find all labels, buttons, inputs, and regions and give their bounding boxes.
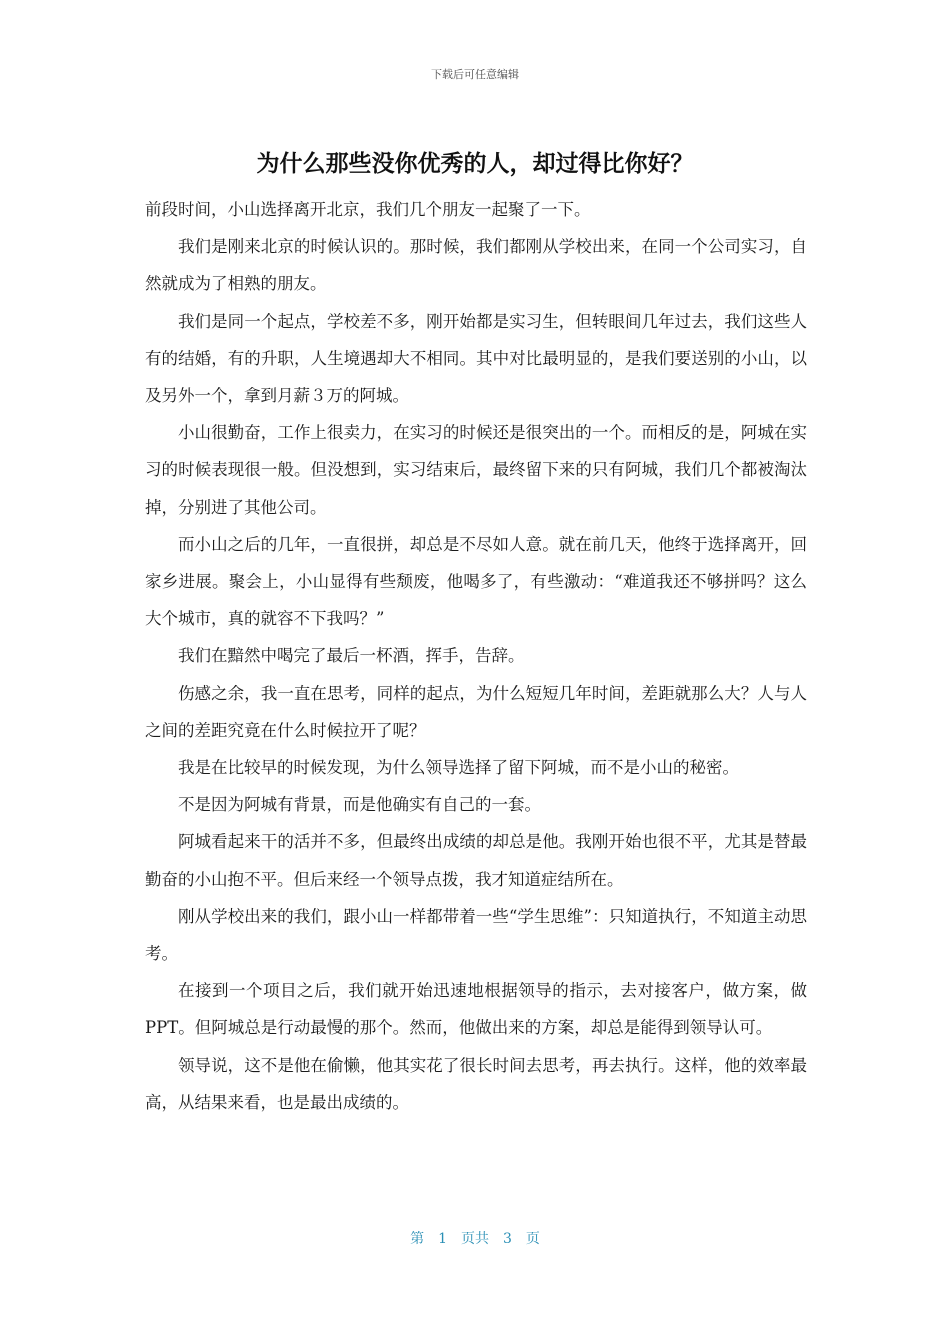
paragraph: 阿城看起来干的活并不多，但最终出成绩的却总是他。我刚开始也很不平，尤其是替最勤奋的小山抱不平。但后来经一个领导点拨，我才知道症结所在。: [145, 832, 807, 889]
page-label-suffix: 页: [525, 1231, 540, 1247]
paragraph: 我们在黯然中喝完了最后一杯酒，挥手，告辞。: [178, 646, 525, 666]
paragraph: 不是因为阿城有背景，而是他确实有自己的一套。: [178, 795, 541, 815]
document-title: 为什么那些没你优秀的人，却过得比你好？: [256, 151, 694, 177]
paragraph: 前段时间，小山选择离开北京，我们几个朋友一起聚了一下。: [145, 200, 591, 219]
page-header-note: 下载后可任意编辑: [431, 68, 519, 81]
paragraph: 伤感之余，我一直在思考，同样的起点，为什么短短几年时间，差距就那么大？人与人之间的差距究竟在什么时候拉开了呢？: [145, 683, 807, 740]
paragraph: 我们是刚来北京的时候认识的。那时候，我们都刚从学校出来，在同一个公司实习，自然就成为了相熟的朋友。: [145, 237, 807, 294]
paragraph: 领导说，这不是他在偷懒，他其实花了很长时间去思考，再去执行。这样，他的效率最高，从结果来看，也是最出成绩的。: [145, 1055, 807, 1112]
page-total: 3: [503, 1231, 512, 1247]
paragraph: 我是在比较早的时候发现，为什么领导选择了留下阿城，而不是小山的秘密。: [178, 758, 739, 778]
page-current: 1: [438, 1231, 447, 1247]
page-number-footer: [0, 1228, 950, 1250]
paragraph: 而小山之后的几年，一直很拼，却总是不尽如人意。就在前几天，他终于选择离开，回家乡进展。聚会上，小山显得有些颓废，他喝多了，有些激动：“难道我还不够拼吗？这么大个城市，真的就容不下我吗？”: [145, 534, 807, 629]
paragraph: 在接到一个项目之后，我们就开始迅速地根据领导的指示，去对接客户，做方案，做 PPT。但阿城总是行动最慢的那个。然而，他做出来的方案，却总是能得到领导认可。: [145, 981, 807, 1038]
paragraph: 小山很勤奋，工作上很卖力，在实习的时候还是很突出的一个。而相反的是，阿城在实习的时候表现很一般。但没想到，实习结束后，最终留下来的只有阿城，我们几个都被淘汰掉，分别进了其他公司。: [145, 423, 807, 517]
document-body: [145, 191, 807, 1121]
page-label-mid: 页共: [461, 1231, 489, 1247]
page-label-prefix: 第: [410, 1231, 425, 1247]
paragraph: 刚从学校出来的我们，跟小山一样都带着一些“学生思维”：只知道执行，不知道主动思考。: [145, 906, 807, 964]
paragraph: 我们是同一个起点，学校差不多，刚开始都是实习生，但转眼间几年过去，我们这些人有的结婚，有的升职，人生境遇却大不相同。其中对比最明显的，是我们要送别的小山，以及另外一个，拿到月薪３万的阿城。: [145, 311, 807, 406]
